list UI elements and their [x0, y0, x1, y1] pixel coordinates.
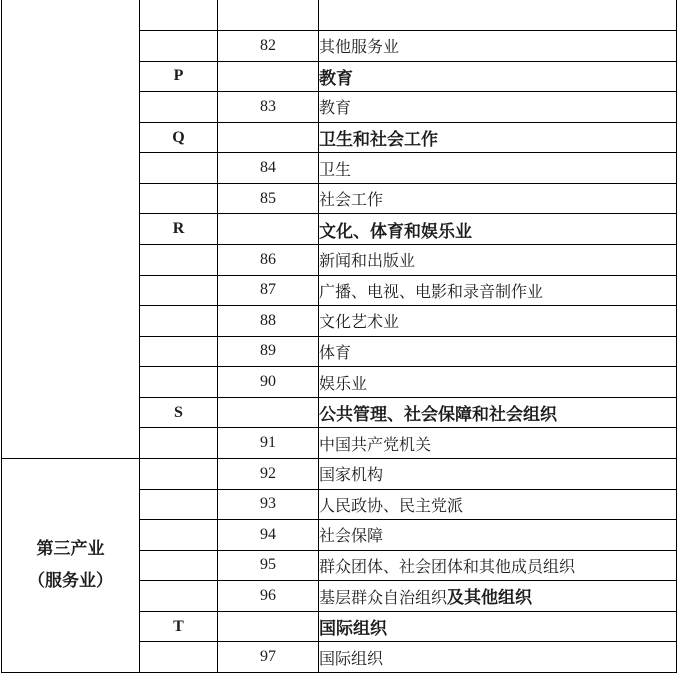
name-cell: 社会保障 — [319, 520, 677, 551]
name-cell — [319, 581, 677, 612]
table-row-partial — [2, 0, 677, 31]
code-cell: 90 — [218, 367, 319, 398]
section-letter-cell — [140, 642, 218, 673]
category-cell-upper — [2, 0, 140, 458]
table-row — [2, 458, 677, 489]
name-cell: 国际组织 — [319, 611, 677, 642]
code-cell: 89 — [218, 336, 319, 367]
section-letter-cell — [140, 581, 218, 612]
section-letter-cell — [140, 92, 218, 123]
name-cell: 中国共产党机关 — [319, 428, 677, 459]
category-label-line2: （服务业） — [28, 571, 113, 591]
code-cell: 95 — [218, 550, 319, 581]
code-cell: 92 — [218, 458, 319, 489]
section-letter-cell: T — [140, 611, 218, 642]
section-letter-cell — [140, 31, 218, 62]
code-cell — [218, 0, 319, 31]
section-letter-cell — [140, 428, 218, 459]
name-cell: 人民政协、民主党派 — [319, 489, 677, 520]
section-letter-cell — [140, 336, 218, 367]
name-cell: 公共管理、社会保障和社会组织 — [319, 397, 677, 428]
section-letter-cell — [140, 275, 218, 306]
code-cell: 94 — [218, 520, 319, 551]
code-cell — [218, 61, 319, 92]
section-letter-cell — [140, 306, 218, 337]
code-cell: 88 — [218, 306, 319, 337]
name-text-bold: 及其他组织 — [447, 588, 533, 608]
code-cell — [218, 611, 319, 642]
name-cell: 文化、体育和娱乐业 — [319, 214, 677, 245]
code-cell: 97 — [218, 642, 319, 673]
section-letter-cell — [140, 550, 218, 581]
name-cell: 娱乐业 — [319, 367, 677, 398]
industry-classification-table — [1, 0, 677, 673]
name-cell — [319, 0, 677, 31]
name-cell: 国际组织 — [319, 642, 677, 673]
section-letter-cell — [140, 367, 218, 398]
name-cell: 卫生和社会工作 — [319, 122, 677, 153]
code-cell — [218, 214, 319, 245]
name-cell: 群众团体、社会团体和其他成员组织 — [319, 550, 677, 581]
code-cell: 87 — [218, 275, 319, 306]
name-cell: 教育 — [319, 61, 677, 92]
section-letter-cell: P — [140, 61, 218, 92]
name-cell: 广播、电视、电影和录音制作业 — [319, 275, 677, 306]
name-cell: 其他服务业 — [319, 31, 677, 62]
section-letter-cell — [140, 245, 218, 276]
section-letter-cell — [140, 0, 218, 31]
section-letter-cell — [140, 183, 218, 214]
name-cell: 社会工作 — [319, 183, 677, 214]
name-cell: 国家机构 — [319, 458, 677, 489]
code-cell: 83 — [218, 92, 319, 123]
section-letter-cell: Q — [140, 122, 218, 153]
code-cell: 82 — [218, 31, 319, 62]
code-cell: 93 — [218, 489, 319, 520]
section-letter-cell — [140, 458, 218, 489]
code-cell — [218, 397, 319, 428]
section-letter-cell — [140, 489, 218, 520]
name-text: 基层群众自治组织 — [319, 590, 448, 608]
code-cell: 86 — [218, 245, 319, 276]
code-cell: 84 — [218, 153, 319, 184]
category-cell-services — [2, 458, 140, 672]
category-label-line1: 第三产业 — [36, 539, 105, 559]
name-cell: 卫生 — [319, 153, 677, 184]
code-cell: 96 — [218, 581, 319, 612]
name-cell: 新闻和出版业 — [319, 245, 677, 276]
name-cell: 体育 — [319, 336, 677, 367]
name-cell: 教育 — [319, 92, 677, 123]
section-letter-cell: S — [140, 397, 218, 428]
code-cell: 91 — [218, 428, 319, 459]
section-letter-cell: R — [140, 214, 218, 245]
code-cell: 85 — [218, 183, 319, 214]
name-cell: 文化艺术业 — [319, 306, 677, 337]
section-letter-cell — [140, 153, 218, 184]
code-cell — [218, 122, 319, 153]
section-letter-cell — [140, 520, 218, 551]
